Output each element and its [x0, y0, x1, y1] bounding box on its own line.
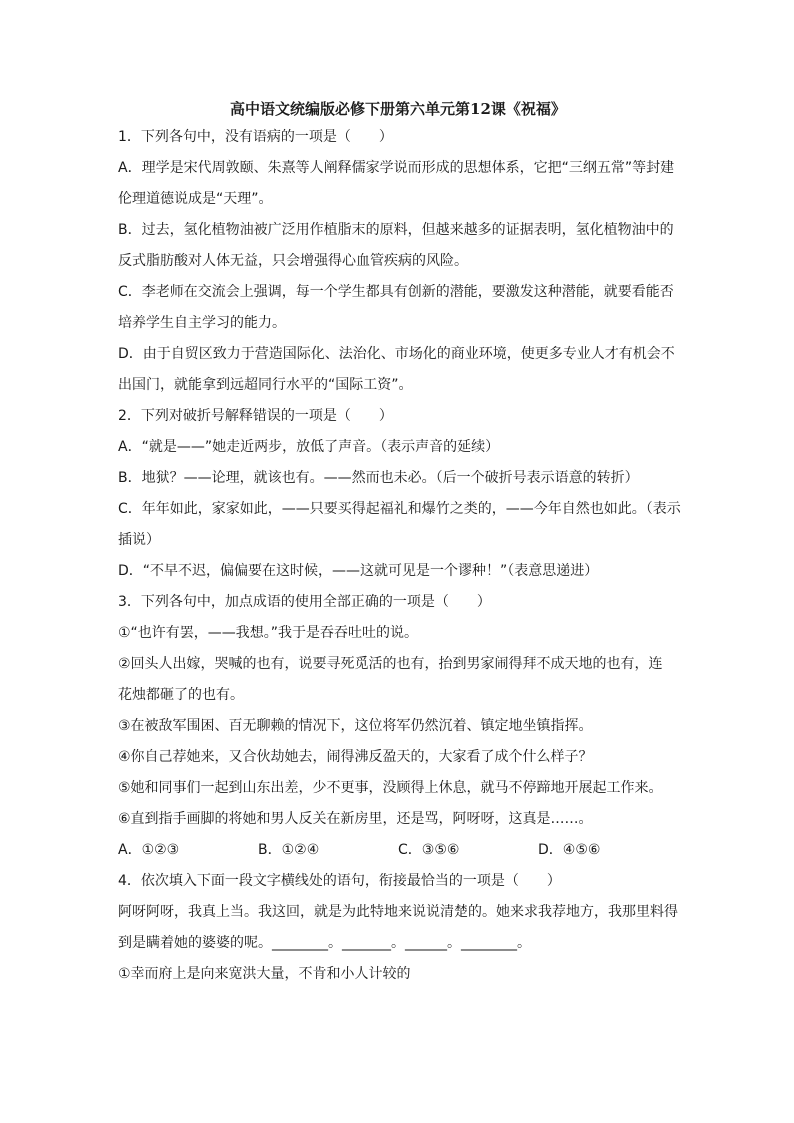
- question-3-item-6: ⑥直到指手画脚的将她和男人反关在新房里，还是骂，阿呀呀，这真是……。: [118, 811, 593, 827]
- question-1-option-d: D．由于自贸区致力于营造国际化、法治化、市场化的商业环境，使更多专业人才有机会不: [118, 346, 675, 362]
- question-1-option-c: C．李老师在交流会上强调，每一个学生都具有创新的潜能，要激发这种潜能，就要看能否: [118, 284, 674, 300]
- question-3-option-c: C．③⑤⑥: [398, 842, 460, 858]
- question-1: [118, 122, 678, 401]
- question-1-option-d-cont: 出国门，就能拿到远超同行水平的“国际工资”。: [118, 377, 413, 393]
- question-3-item-2-cont: 花烛都砸了的也有。: [118, 687, 244, 703]
- document-page: [118, 96, 681, 990]
- question-3-item-5: ⑤她和同事们一起到山东出差，少不更事，没顾得上休息，就马不停蹄地开展起工作来。: [118, 780, 663, 796]
- question-2: [118, 401, 681, 587]
- question-3-stem: 3．下列各句中，加点成语的使用全部正确的一项是（ ）: [118, 594, 491, 610]
- question-3-item-4: ④你自己荐她来，又合伙劫她去，闹得沸反盈天的，大家看了成个什么样子？: [118, 749, 593, 765]
- question-3-options: [118, 835, 678, 866]
- question-4-item-1: ①幸而府上是向来宽洪大量，不肯和小人计较的: [118, 966, 411, 982]
- question-4: [118, 866, 678, 990]
- question-2-option-d: D．“不早不迟，偏偏要在这时候，——这就可见是一个谬种！”（表意思递进）: [118, 563, 599, 579]
- question-1-option-a: A．理学是宋代周敦颐、朱熹等人阐释儒家学说而形成的思想体系，它把“三纲五常”等封建: [118, 160, 675, 176]
- question-4-stem: 4．依次填入下面一段文字横线处的语句，衔接最恰当的一项是（ ）: [118, 873, 561, 889]
- question-2-option-c: C．年年如此，家家如此，——只要买得起福礼和爆竹之类的，——今年自然也如此。（表示: [118, 501, 681, 517]
- question-2-stem: 2．下列对破折号解释错误的一项是（ ）: [118, 408, 393, 424]
- question-1-option-c-cont: 培养学生自主学习的能力。: [118, 315, 286, 331]
- question-4-passage-line-1: 阿呀阿呀，我真上当。我这回，就是为此特地来说说清楚的。她来求我荐地方，我那里料得: [118, 904, 678, 920]
- question-2-option-a: A．“就是——”她走近两步，放低了声音。（表示声音的延续）: [118, 439, 500, 455]
- question-3-item-3: ③在被敌军围困、百无聊赖的情况下，这位将军仍然沉着、镇定地坐镇指挥。: [118, 718, 593, 734]
- question-3: [118, 587, 678, 866]
- question-3-option-d: D．④⑤⑥: [538, 842, 601, 858]
- question-4-passage-line-2: 到是瞒着她的婆婆的呢。________。_______。______。________。: [118, 935, 531, 951]
- question-3-item-2: ②回头人出嫁，哭喊的也有，说要寻死觅活的也有，抬到男家闹得拜不成天地的也有，连: [118, 656, 663, 672]
- question-3-item-1: ①“也许有罢，——我想。”我于是吞吞吐吐的说。: [118, 625, 419, 641]
- question-3-option-a: A．①②③: [118, 842, 180, 858]
- document-title: 高中语文统编版必修下册第六单元第12课《祝福》: [230, 100, 566, 118]
- question-3-option-b: B．①②④: [258, 842, 320, 858]
- question-1-stem: 1．下列各句中，没有语病的一项是（ ）: [118, 129, 393, 145]
- question-1-option-b-cont: 反式脂肪酸对人体无益，只会增强得心血管疾病的风险。: [118, 253, 468, 269]
- question-2-option-c-cont: 插说）: [118, 532, 160, 548]
- question-2-option-b: B．地狱？——论理，就该也有。——然而也未必。（后一个破折号表示语意的转折）: [118, 470, 639, 486]
- question-1-option-a-cont: 伦理道德说成是“天理”。: [118, 191, 273, 207]
- question-1-option-b: B．过去，氢化植物油被广泛用作植脂末的原料，但越来越多的证据表明，氢化植物油中的: [118, 222, 674, 238]
